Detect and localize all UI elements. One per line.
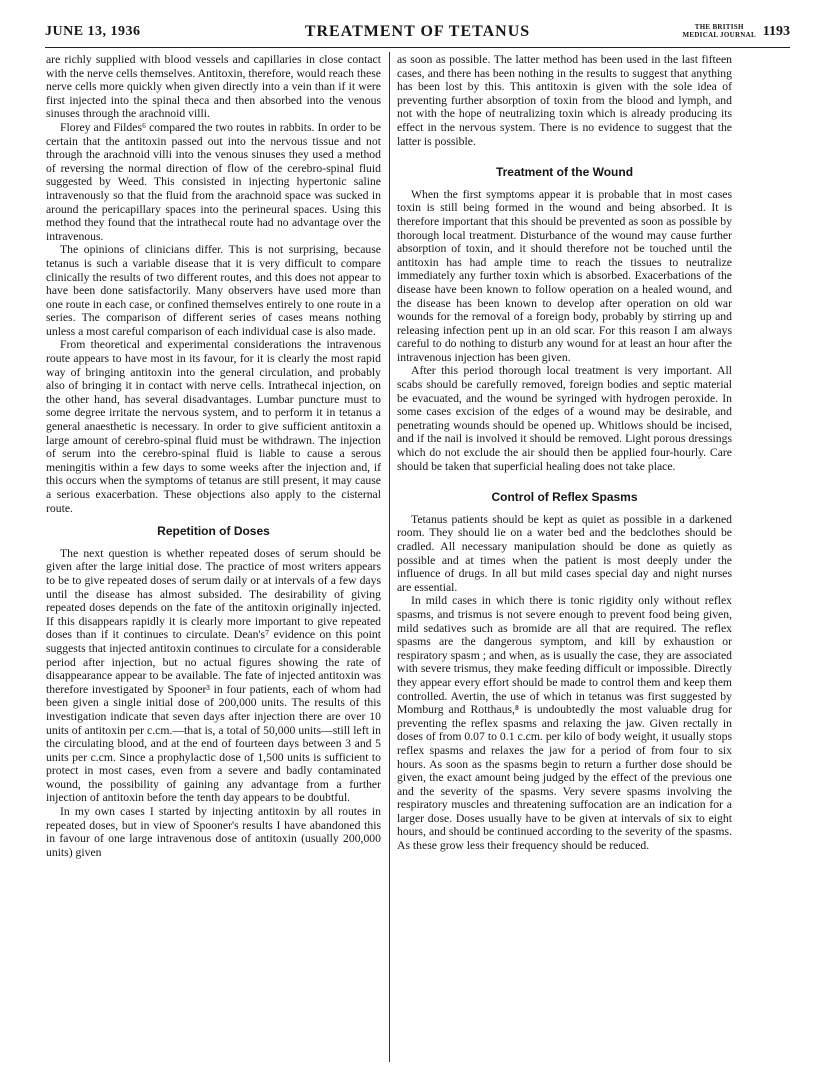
journal-name-line1: THE BRITISH xyxy=(694,23,744,31)
header-rule xyxy=(45,47,790,48)
paragraph: When the first symptoms appear it is probable that in most cases toxin is still being formed in the wound and being absorbed. It is therefore important that this should be prevented as soon as possible by thorough local treatment. Disturbance of the wound may cause further absorption of toxin, and it should therefore not be touched until the antitoxin has had ample time to reach the tissues to neutralize immediately any further toxin which is absorbed. Exacerbations of the disease have been known to follow operation on a healed wound, and the disease has been known to develop after operation on old war wounds for the removal of a foreign body, probably by stirring up and releasing infection pent up in an old scar. For this reason I am always careful to do nothing to disturb any wound for at least an hour after the intravenous injection has been given. xyxy=(397,187,732,364)
journal-name-line2: MEDICAL JOURNAL xyxy=(682,31,756,39)
paragraph: The next question is whether repeated doses of serum should be given after the large initial dose. The practice of most writers appears to be to give repeated doses of serum daily or at intervals of a few days until the disease has almost subsided. The desirability of giving repeated doses depends on the fate of the antitoxin originally injected. If this disappears rapidly it is clearly more important to give repeated doses than if it continues to circulate. Dean's⁷ evidence on this point suggests that injected antitoxin continues to circulate for a considerable period after injection, but no actual figures showing the rate of disappearance appear to be available. The fate of injected antitoxin was therefore investigated by Spooner³ in four patients, each of whom had been given a single initial dose of 200,000 units. The results of this investigation indicate that seven days after injection there are over 10 units of antitoxin per c.cm.—that is, a total of 50,000 units—still left in the circulating blood, and at the end of fourteen days between 3 and 5 units per c.cm. Since a prophylactic dose of 1,500 units is sufficient to protect in most cases, even from a severe and badly contaminated wound, the possibility of gaining any advantage from a further injection of antitoxin before the tenth day appears to be doubtful. xyxy=(46,546,381,805)
paragraph: Tetanus patients should be kept as quiet as possible in a darkened room. They should lie on a water bed and the bedclothes should be cradled. All necessary manipulation should be done as quietly as possible and at times when the patient is most deeply under the influence of drugs. In all but mild cases special day and night nurses are essential. xyxy=(397,512,732,594)
issue-date: JUNE 13, 1936 xyxy=(45,24,141,39)
right-column xyxy=(397,53,732,853)
section-heading-treatment-of-wound: Treatment of the Wound xyxy=(495,165,634,180)
left-column xyxy=(46,53,381,859)
running-header xyxy=(45,20,790,46)
column-divider xyxy=(389,52,390,1062)
paragraph: The opinions of clinicians differ. This is not surprising, because tetanus is such a variable disease that it is very difficult to compare clinically the results of two different routes, and this does not appear to have been done satisfactorily. Many observers have used more than one route in each case, or confined themselves entirely to one route in a series. The comparison of different series of cases means nothing unless a most careful comparison of each individual case is also made. xyxy=(46,243,381,338)
paragraph: are richly supplied with blood vessels and capillaries in close contact with the nerve cells themselves. Antitoxin, therefore, would reach these nerve cells more quickly when given directly into a vein than if it were first injected into the spinal theca and then absorbed into the venous sinuses through the arachnoid villi. xyxy=(46,53,381,121)
paragraph: From theoretical and experimental considerations the intravenous route appears to have most in its favour, for it is clearly the most rapid way of bringing antitoxin into the general circulation, and probably also of bringing it in contact with nerve cells. Intrathecal injection, on the other hand, has several disadvantages. Lumbar puncture must to some degree irritate the nervous system, and to perform it in tetanus a general anaesthetic is necessary. In order to give sufficient antitoxin a large amount of cerebro-spinal fluid must be withdrawn. The injection of serum into the cerebro-spinal fluid is liable to cause a serous meningitis within a few days to some weeks after the injection and, if this occurs when the symptoms of tetanus are still present, it may cause a serious exacerbation. These objections also apply to the cisternal route. xyxy=(46,338,381,515)
paragraph: After this period thorough local treatment is very important. All scabs should be carefully removed, foreign bodies and septic material be evacuated, and the wound be syringed with hydrogen peroxide. In some cases excision of the edges of a wound may be desirable, and penetrating wounds should be opened up. Whitlows should be incised, and if the nail is involved it should be removed. Light porous dressings which do not exclude the air should then be applied four-hourly. Care should be taken that superficial healing does not take place. xyxy=(397,364,732,473)
paragraph: as soon as possible. The latter method has been used in the last fifteen cases, and there has been nothing in the results to suggest that anything has been lost by this. This antitoxin is given with the sole idea of preventing further absorption of toxin from the blood and lymph, and not with the hope of neutralizing toxin which is already producing its effect in the nervous system. There is no evidence to suggest that the latter is possible. xyxy=(397,53,732,148)
paragraph: Florey and Fildes⁶ compared the two routes in rabbits. In order to be certain that the antitoxin passed out into the nervous tissue and not through the arachnoid villi into the venous sinuses they used a method of reversing the normal direction of flow of the cerebro-spinal fluid suggested by Weed. This consisted in injecting hypertonic saline intravenously so that the fluid from the arachnoid space was sucked in around the pericapillary spaces into the perineural spaces. Using this method they found that the intrathecal route had no advantage over the intravenous. xyxy=(46,120,381,243)
section-heading-control-of-reflex-spasms: Control of Reflex Spasms xyxy=(491,490,638,505)
section-heading-repetition-of-doses: Repetition of Doses xyxy=(157,524,270,539)
page-number: 1193 xyxy=(762,24,790,39)
paragraph: In mild cases in which there is tonic rigidity only without reflex spasms, and trismus is not severe enough to prevent food being given, mild sedatives such as bromide are all that are required. The reflex spasms are the dangerous symptom, and kill by exhaustion or respiratory spasm ; and when, as is usually the case, they are associated with severe trismus, they make feeding difficult or impossible. Directly they appear every effort should be made to control them and keep them controlled. Avertin, the use of which in tetanus was first suggested by Momburg and Rotthaus,⁸ is undoubtedly the most valuable drug for preventing the reflex spasms and relaxing the jaw. Given rectally in doses of from 0.07 to 0.1 c.cm. per kilo of body weight, it usually stops reflex spasms and relaxes the jaw for a period of from four to six hours. As soon as the spasms begin to return a further dose should be given, the exact amount being judged by the effect of the previous one and the severity of the spasms. Very severe spasms involving the respiratory muscles and threatening suffocation are an indication for a larger dose. Doses usually have to be given at intervals of six to eight hours, and should be continued according to the severity of the spasms. As these grow less their frequency should be reduced. xyxy=(397,594,732,853)
journal-name xyxy=(682,23,756,39)
running-title: TREATMENT OF TETANUS xyxy=(304,23,531,40)
paragraph: In my own cases I started by injecting antitoxin by all routes in repeated doses, but in view of Spooner's results I have abandoned this in favour of one large intravenous dose of antitoxin (usually 200,000 units) given xyxy=(46,805,381,859)
